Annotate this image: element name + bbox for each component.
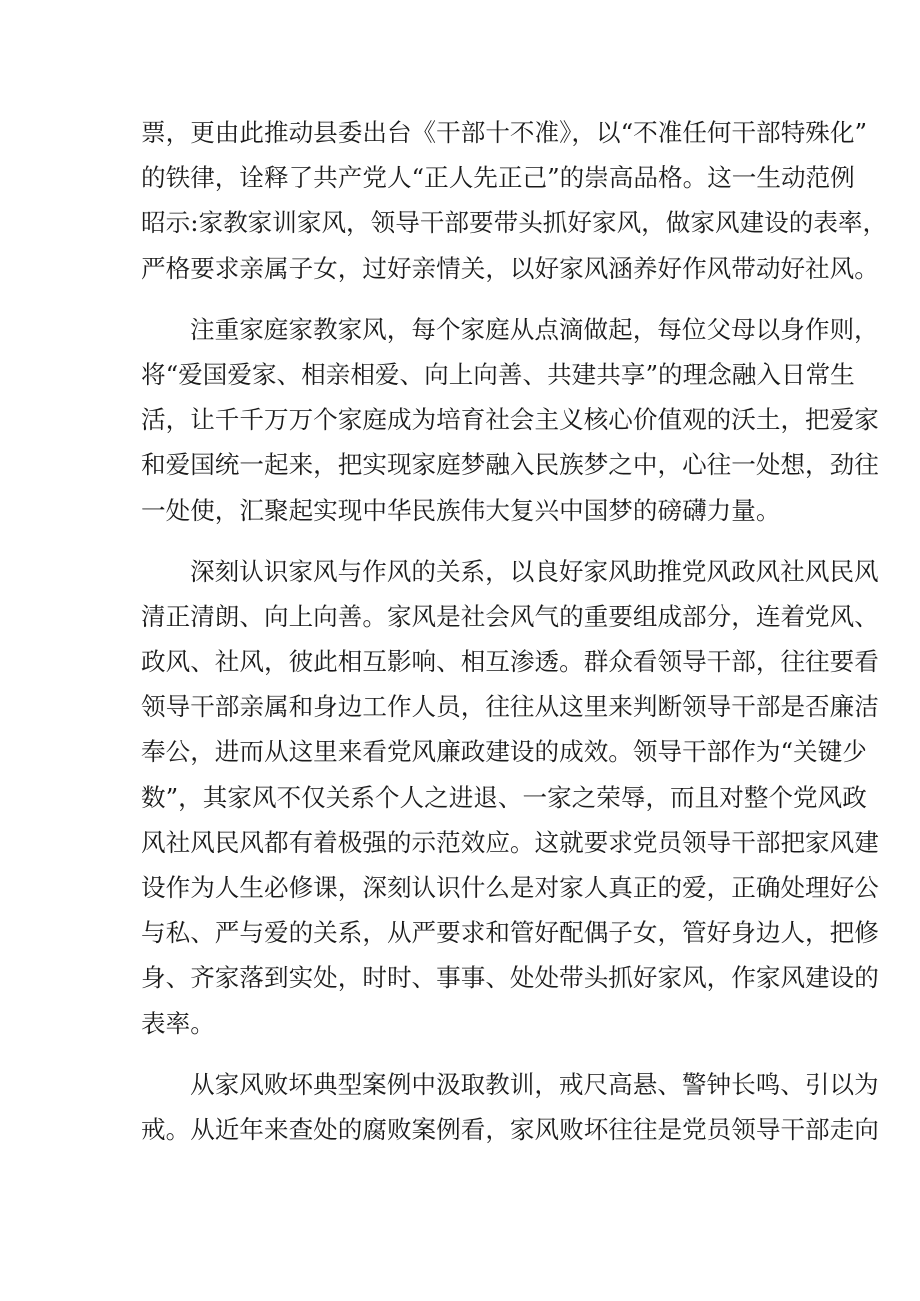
paragraph-4 [141, 1062, 879, 1152]
paragraph-3 [141, 549, 879, 1046]
paragraph-2 [141, 307, 879, 533]
text-line: 数”，其家风不仅关系个人之进退、一家之荣辱，而且对整个党风政 [141, 782, 867, 812]
text-line: 奉公，进而从这里来看党风廉政建设的成效。领导干部作为“关键少 [141, 737, 867, 767]
document-body [141, 110, 888, 1152]
text-line: 与私、严与爱的关系，从严要求和管好配偶子女，管好身边人，把修 [141, 918, 879, 948]
paragraph-1 [141, 110, 888, 291]
text-line: 注重家庭家教家风，每个家庭从点滴做起，每位父母以身作则， [190, 314, 879, 344]
text-line: 表率。 [141, 1008, 215, 1038]
paragraph-gap [141, 291, 791, 307]
text-line: 戒。从近年来查处的腐败案例看，家风败坏往往是党员领导干部走向 [141, 1114, 879, 1144]
text-line: 票，更由此推动县委出台《干部十不准》，以“不准任何干部特殊化” [141, 118, 868, 147]
text-line: 设作为人生必修课，深刻认识什么是对家人真正的爱，正确处理好公 [141, 873, 879, 902]
paragraph-gap [141, 533, 791, 549]
text-line: 清正清朗、向上向善。家风是社会风气的重要组成部分，连着党风、 [141, 601, 879, 631]
text-line: 身、齐家落到实处，时时、事事、处处带头抓好家风，作家风建设的 [141, 963, 879, 993]
text-line: 政风、社风，彼此相互影响、相互渗透。群众看领导干部，往往要看 [141, 647, 879, 677]
text-line: 严格要求亲属子女，过好亲情关，以好家风涵养好作风带动好社风。 [141, 253, 879, 283]
text-line: 风社风民风都有着极强的示范效应。这就要求党员领导干部把家风建 [141, 827, 879, 857]
text-line: 一处使，汇聚起实现中华民族伟大复兴中国梦的磅礴力量。 [141, 495, 781, 525]
text-line: 将“爱国爱家、相亲相爱、向上向善、共建共享”的理念融入日常生 [141, 359, 855, 389]
text-line: 的铁律，诠释了共产党人“正人先正己”的崇高品格。这一生动范例 [141, 163, 855, 193]
paragraph-gap [141, 1046, 791, 1062]
text-line: 和爱国统一起来，把实现家庭梦融入民族梦之中，心往一处想，劲往 [141, 450, 879, 480]
text-line: 昭示:家教家训家风，领导干部要带头抓好家风，做家风建设的表率， [141, 208, 888, 238]
text-line: 深刻认识家风与作风的关系，以良好家风助推党风政风社风民风 [190, 556, 879, 586]
text-line: 活，让千千万万个家庭成为培育社会主义核心价值观的沃土，把爱家 [141, 405, 879, 435]
text-line: 从家风败坏典型案例中汲取教训，戒尺高悬、警钟长鸣、引以为 [190, 1069, 879, 1099]
text-line: 领导干部亲属和身边工作人员，往往从这里来判断领导干部是否廉洁 [141, 692, 879, 722]
